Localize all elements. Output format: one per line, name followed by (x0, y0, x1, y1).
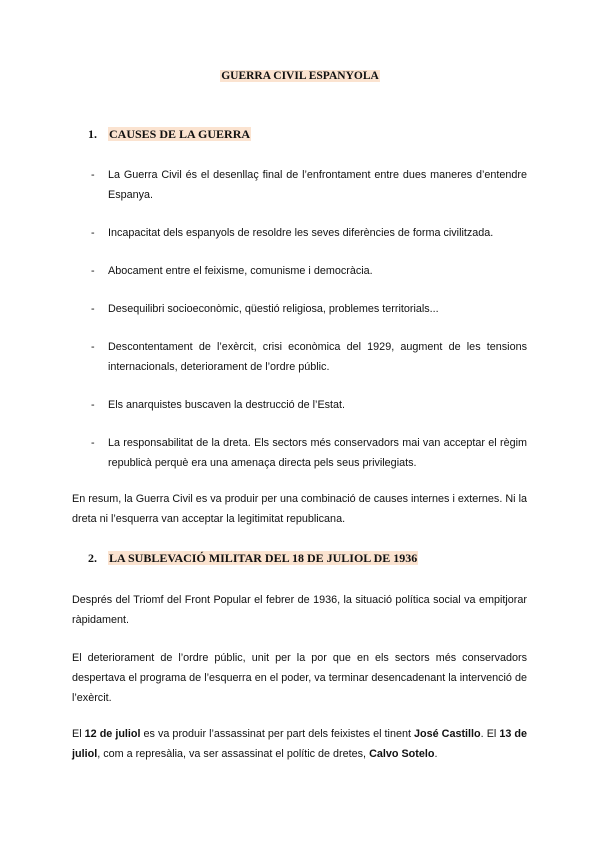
section-2-heading-text: LA SUBLEVACIÓ MILITAR DEL 18 DE JULIOL DE 1936 (109, 551, 418, 565)
paragraph-3-text: El (72, 728, 85, 740)
bullet-text: Desequilibri socioeconòmic, qüestió religiosa, problemes territorials... (108, 303, 439, 315)
paragraph-3-text: es va produir l’assassinat per part dels feixistes el tinent (140, 728, 414, 740)
name-jose-castillo: José Castillo (414, 728, 481, 740)
date-july-13: 13 de juliol (72, 728, 527, 760)
bullet-dash: - (91, 169, 95, 181)
bullet-text: Els anarquistes buscaven la destrucció de l’Estat. (108, 399, 346, 411)
bullet-dash: - (91, 437, 95, 449)
bullet-item (91, 299, 527, 319)
section-2-heading (88, 551, 418, 566)
bullet-item (91, 337, 527, 377)
date-july-12: 12 de juliol (84, 728, 141, 740)
section-1-heading-text: CAUSES DE LA GUERRA (109, 127, 251, 141)
section-1-number: 1. (88, 127, 97, 141)
bullet-text: Incapacitat dels espanyols de resoldre les seves diferències de forma civilitzada. (108, 227, 494, 239)
name-calvo-sotelo: Calvo Sotelo (369, 748, 435, 760)
bullet-dash: - (91, 303, 95, 315)
section-2-number: 2. (88, 551, 97, 565)
bullet-text: La Guerra Civil és el desenllaç final de l’enfrontament entre dues maneres d’entendre Espanya. (108, 169, 527, 201)
bullet-text: Descontentament de l’exèrcit, crisi econòmica del 1929, augment de les tensions internacionals, deteriorament de l’ordre públic. (108, 341, 527, 373)
bullet-item (91, 223, 527, 243)
bullet-item (91, 433, 527, 473)
bullet-dash: - (91, 341, 95, 353)
paragraph-3-text: , com a represàlia, va ser assassinat el polític de dretes, (97, 748, 370, 760)
bullet-item (91, 261, 527, 281)
document-title (0, 70, 600, 82)
bullet-text: La responsabilitat de la dreta. Els sectors més conservadors mai van acceptar el règim republicà perquè era una amenaça directa pels seus privilegiats. (108, 437, 527, 469)
bullet-dash: - (91, 265, 95, 277)
bullet-item (91, 395, 527, 415)
bullet-item (91, 165, 527, 205)
paragraph-3-text: . El (480, 728, 500, 740)
bullet-dash: - (91, 399, 95, 411)
paragraph-1: Després del Triomf del Front Popular el febrer de 1936, la situació política social va empitjorar ràpidament. (72, 594, 527, 626)
document-title-text: GUERRA CIVIL ESPANYOLA (221, 70, 379, 82)
bullet-text: Abocament entre el feixisme, comunisme i democràcia. (108, 265, 373, 277)
paragraph-3-text: . (434, 748, 438, 760)
summary-paragraph: En resum, la Guerra Civil es va produir per una combinació de causes internes i externes. Ni la dreta ni l’esquerra van acceptar la legitimitat republicana. (72, 493, 527, 525)
paragraph-3 (72, 724, 527, 764)
section-1-heading (88, 127, 251, 142)
paragraph-2: El deteriorament de l’ordre públic, unit per la por que en els sectors més conservadors despertava el programa de l’esquerra en el poder, va terminar desencadenant la intervenció de l’exèrcit. (72, 652, 527, 704)
bullet-dash: - (91, 227, 95, 239)
